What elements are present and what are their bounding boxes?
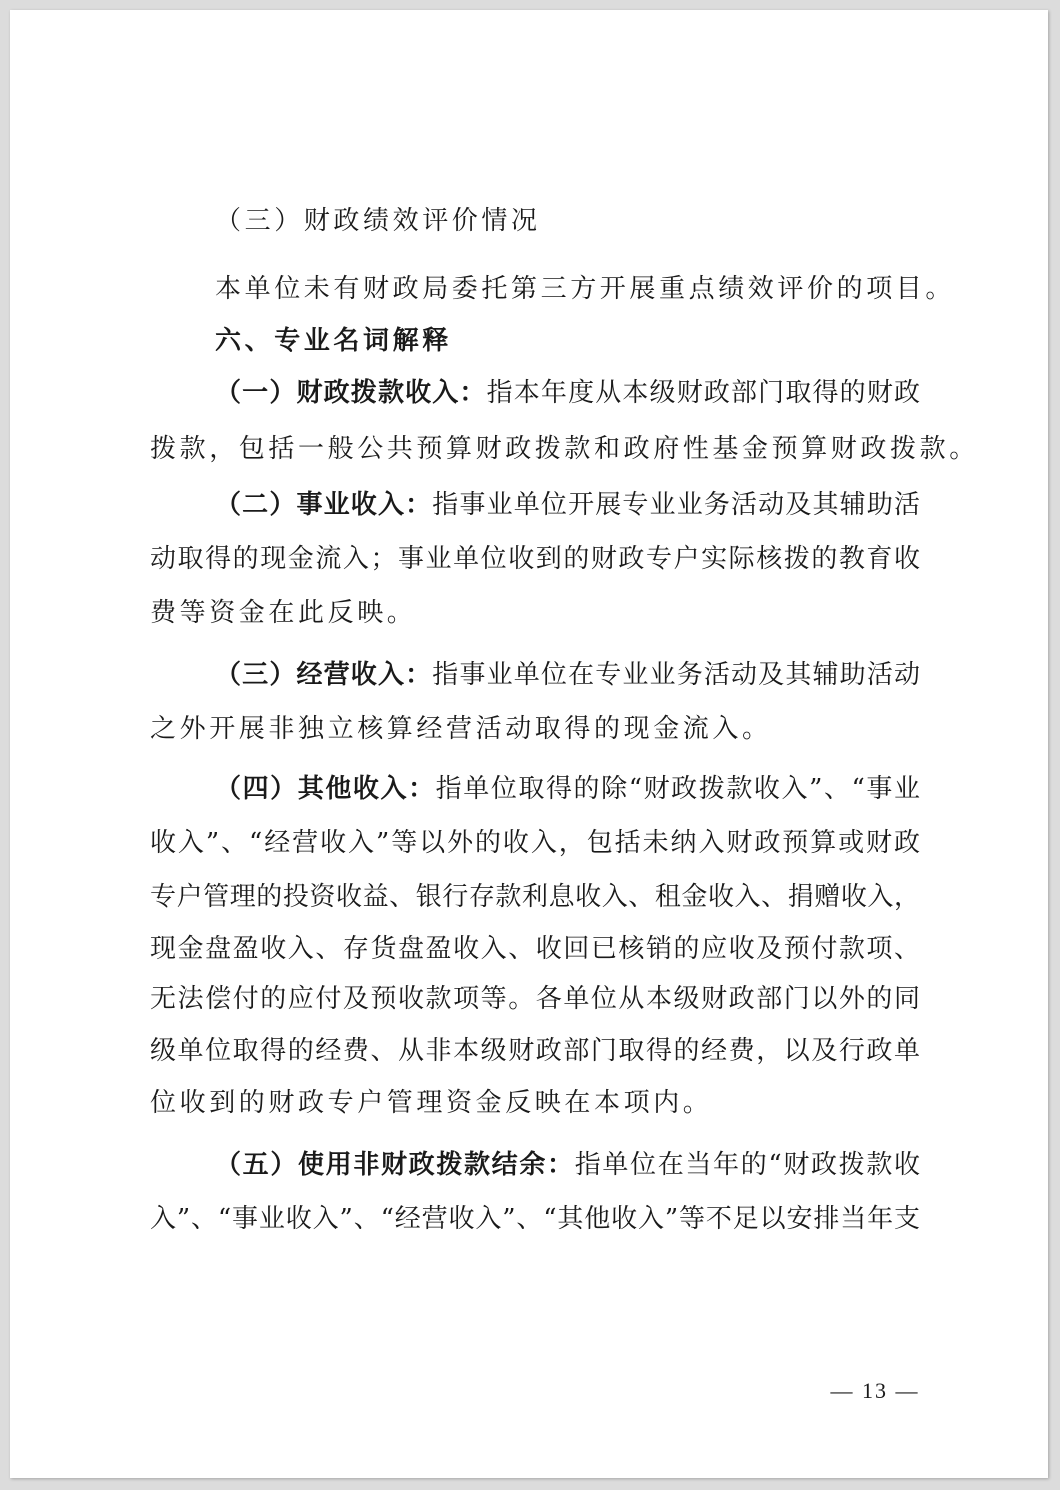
paragraph-non-fiscal-surplus-line-2: 入”、“事业收入”、“经营收入”、“其他收入”等不足以安排当年支 [150,1204,920,1234]
paragraph-other-income-line-4: 现金盘盈收入、存货盘盈收入、收回已核销的应收及预付款项、 [150,934,920,964]
page-number: — 13 — [830,1378,920,1403]
term-non-fiscal-surplus: （五）使用非财政拨款结余： [215,1150,575,1180]
paragraph-business-income-line-1: （二）事业收入：指事业单位开展专业业务活动及其辅助活 [215,490,920,520]
paragraph-other-income-line-7: 位收到的财政专户管理资金反映在本项内。 [150,1088,713,1118]
paragraph-business-income-line-2: 动取得的现金流入；事业单位收到的财政专户实际核拨的教育收 [150,544,920,574]
section-heading-terminology: 六、专业名词解释 [215,326,452,356]
section-heading-performance-evaluation: （三）财政绩效评价情况 [215,206,541,236]
paragraph-operating-income-line-1: （三）经营收入：指事业单位在专业业务活动及其辅助活动 [215,660,920,690]
paragraph-business-income-line-3: 费等资金在此反映。 [150,598,417,628]
term-operating-income: （三）经营收入： [215,660,433,690]
paragraph-fiscal-appropriation-line-1: （一）财政拨款收入：指本年度从本级财政部门取得的财政 [215,378,920,408]
term-business-income: （二）事业收入： [215,490,433,520]
paragraph-non-fiscal-surplus-line-1: （五）使用非财政拨款结余：指单位在当年的“财政拨款收 [215,1150,920,1180]
paragraph-fiscal-appropriation-line-2: 拨款，包括一般公共预算财政拨款和政府性基金预算财政拨款。 [150,434,979,464]
paragraph-other-income-line-6: 级单位取得的经费、从非本级财政部门取得的经费，以及行政单 [150,1036,920,1066]
term-other-income: （四）其他收入： [215,774,436,804]
paragraph-other-income-line-1: （四）其他收入：指单位取得的除“财政拨款收入”、“事业 [215,774,920,804]
paragraph-other-income-line-3: 专户管理的投资收益、银行存款利息收入、租金收入、捐赠收入， [150,882,920,912]
paragraph-other-income-line-5: 无法偿付的应付及预收款项等。各单位从本级财政部门以外的同 [150,984,920,1014]
document-page [10,10,1048,1478]
paragraph-operating-income-line-2: 之外开展非独立核算经营活动取得的现金流入。 [150,714,772,744]
paragraph-performance-evaluation: 本单位未有财政局委托第三方开展重点绩效评价的项目。 [215,274,956,304]
paragraph-other-income-line-2: 收入”、“经营收入”等以外的收入，包括未纳入财政预算或财政 [150,828,920,858]
term-fiscal-appropriation-income: （一）财政拨款收入： [215,378,487,408]
